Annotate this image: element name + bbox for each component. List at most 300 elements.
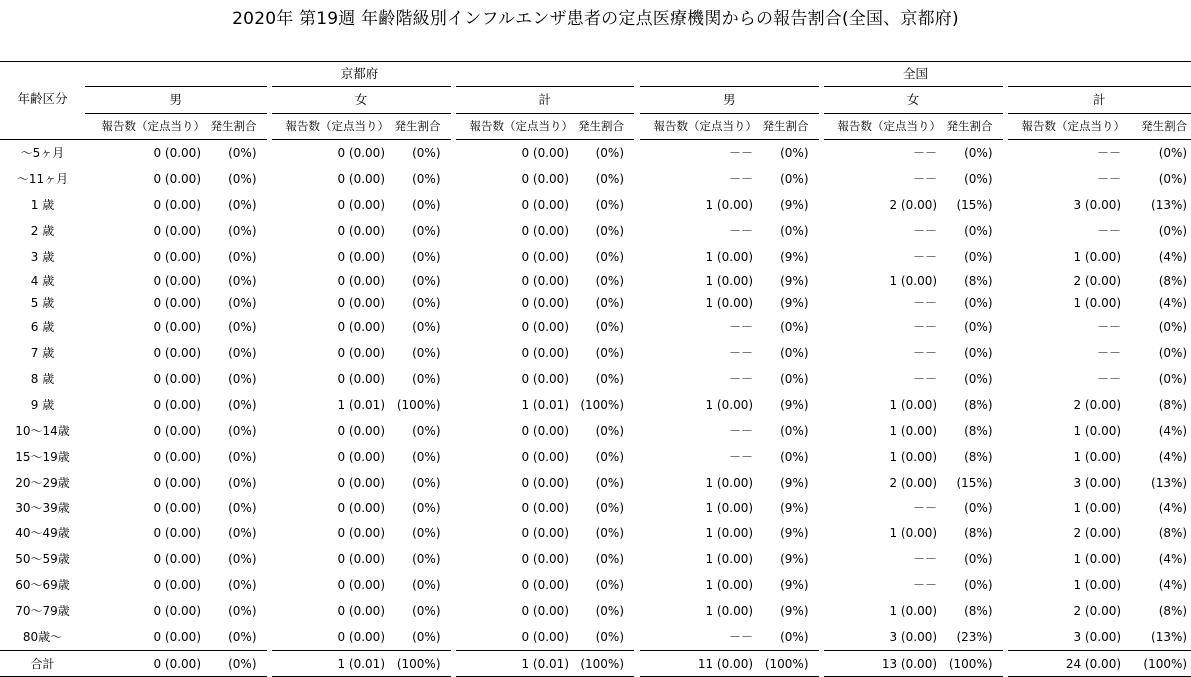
kyoto-count-cell: 0 (0.00) bbox=[453, 366, 577, 392]
kyoto-count-cell: 0 (0.00) bbox=[269, 444, 393, 470]
kyoto-ratio-cell: (0%) bbox=[228, 424, 257, 438]
national-count-cell: 11 (0.00) bbox=[637, 651, 761, 677]
national-count-cell: 1 (0.00) bbox=[821, 598, 945, 624]
kyoto-ratio-cell: (0%) bbox=[595, 224, 625, 238]
kyoto-ratio-cell: (0%) bbox=[412, 172, 441, 186]
national-female-header: 女 bbox=[821, 87, 1005, 114]
kyoto-ratio-cell: (0%) bbox=[412, 320, 441, 334]
national-ratio-cell: (8%) bbox=[1158, 526, 1188, 540]
sub-header-ratio: 発生割合 bbox=[945, 114, 1005, 140]
kyoto-count-cell: 0 (0.00) bbox=[453, 244, 577, 270]
national-count-cell: －－ bbox=[637, 166, 761, 192]
kyoto-ratio-cell: (0%) bbox=[412, 250, 441, 264]
kyoto-ratio-cell: (0%) bbox=[595, 250, 625, 264]
region-kyoto-header: 京都府 bbox=[85, 62, 637, 87]
national-count-cell: －－ bbox=[821, 218, 945, 244]
kyoto-count-cell: 0 (0.00) bbox=[453, 546, 577, 572]
kyoto-count-cell: 0 (0.00) bbox=[153, 346, 201, 360]
national-count-cell: 3 (0.00) bbox=[1005, 470, 1129, 496]
national-count-cell: 1 (0.00) bbox=[1005, 546, 1129, 572]
national-ratio-cell: (8%) bbox=[964, 526, 993, 540]
national-ratio-cell: (0%) bbox=[964, 146, 993, 160]
kyoto-count-cell: 0 (0.00) bbox=[153, 552, 201, 566]
kyoto-ratio-cell: (0%) bbox=[228, 578, 257, 592]
national-ratio-cell: (0%) bbox=[780, 146, 809, 160]
kyoto-ratio-cell: (0%) bbox=[412, 146, 441, 160]
national-ratio-cell: (8%) bbox=[964, 450, 993, 464]
kyoto-count-cell: 0 (0.00) bbox=[153, 604, 201, 618]
kyoto-count-cell: 0 (0.00) bbox=[269, 314, 393, 340]
kyoto-ratio-cell: (0%) bbox=[595, 198, 625, 212]
national-ratio-cell: (8%) bbox=[964, 424, 993, 438]
kyoto-count-cell: 0 (0.00) bbox=[453, 624, 577, 651]
national-ratio-cell: (0%) bbox=[964, 501, 993, 515]
national-ratio-cell: (0%) bbox=[780, 346, 809, 360]
national-count-cell: 2 (0.00) bbox=[1005, 270, 1129, 292]
kyoto-total-header: 計 bbox=[453, 87, 637, 114]
kyoto-ratio-cell: (0%) bbox=[228, 296, 257, 310]
age-group-label: 60～69歳 bbox=[15, 578, 70, 592]
kyoto-ratio-cell: (0%) bbox=[595, 552, 625, 566]
national-ratio-cell: (13%) bbox=[1151, 198, 1188, 212]
kyoto-ratio-cell: (0%) bbox=[228, 526, 257, 540]
page-title: 2020年 第19週 年齢階級別インフルエンザ患者の定点医療機関からの報告割合(全国、京都府) bbox=[232, 9, 959, 29]
table-row bbox=[0, 418, 1191, 444]
kyoto-ratio-cell: (0%) bbox=[595, 501, 625, 515]
kyoto-count-cell: 0 (0.00) bbox=[85, 651, 209, 677]
table-row bbox=[0, 140, 1191, 167]
table-row bbox=[0, 598, 1191, 624]
national-count-cell: －－ bbox=[1005, 140, 1129, 167]
national-ratio-cell: (0%) bbox=[780, 450, 809, 464]
kyoto-count-cell: 0 (0.00) bbox=[269, 340, 393, 366]
table-row bbox=[0, 366, 1191, 392]
national-ratio-cell: (4%) bbox=[1158, 501, 1188, 515]
kyoto-ratio-cell: (0%) bbox=[595, 172, 625, 186]
national-count-cell: 1 (0.00) bbox=[637, 572, 761, 598]
national-count-cell: －－ bbox=[1005, 314, 1129, 340]
national-count-cell: 1 (0.00) bbox=[1005, 572, 1129, 598]
kyoto-ratio-cell: (0%) bbox=[209, 651, 269, 677]
kyoto-count-cell: 0 (0.00) bbox=[269, 418, 393, 444]
national-count-cell: －－ bbox=[821, 546, 945, 572]
kyoto-ratio-cell: (0%) bbox=[412, 630, 441, 644]
kyoto-count-cell: 0 (0.00) bbox=[153, 526, 201, 540]
national-count-cell: 1 (0.00) bbox=[637, 192, 761, 218]
national-ratio-cell: (13%) bbox=[1151, 476, 1188, 490]
kyoto-ratio-cell: (0%) bbox=[228, 450, 257, 464]
national-ratio-cell: (9%) bbox=[780, 501, 809, 515]
age-sub-header-blank bbox=[0, 114, 85, 140]
kyoto-count-cell: 1 (0.01) bbox=[453, 651, 577, 677]
kyoto-count-cell: 0 (0.00) bbox=[453, 572, 577, 598]
national-ratio-cell: (9%) bbox=[780, 250, 809, 264]
kyoto-count-cell: 0 (0.00) bbox=[269, 366, 393, 392]
table-row bbox=[0, 192, 1191, 218]
table-row bbox=[0, 314, 1191, 340]
table-row bbox=[0, 546, 1191, 572]
kyoto-ratio-cell: (0%) bbox=[228, 398, 257, 412]
sub-header-count: 報告数（定点当り） bbox=[453, 114, 577, 140]
sub-header-ratio: 発生割合 bbox=[393, 114, 453, 140]
national-count-cell: －－ bbox=[1005, 166, 1129, 192]
kyoto-count-cell: 0 (0.00) bbox=[453, 270, 577, 292]
national-ratio-cell: (8%) bbox=[1158, 274, 1188, 288]
kyoto-ratio-cell: (0%) bbox=[228, 604, 257, 618]
kyoto-count-cell: 0 (0.00) bbox=[453, 166, 577, 192]
national-count-cell: －－ bbox=[637, 418, 761, 444]
table-row bbox=[0, 470, 1191, 496]
national-ratio-cell: (8%) bbox=[964, 274, 993, 288]
national-count-cell: 2 (0.00) bbox=[1005, 598, 1129, 624]
kyoto-ratio-cell: (0%) bbox=[595, 450, 625, 464]
age-group-label: 20～29歳 bbox=[15, 476, 70, 490]
kyoto-ratio-cell: (0%) bbox=[412, 604, 441, 618]
sub-header-count: 報告数（定点当り） bbox=[1005, 114, 1129, 140]
kyoto-count-cell: 0 (0.00) bbox=[453, 418, 577, 444]
kyoto-count-cell: 0 (0.00) bbox=[269, 520, 393, 546]
age-group-label: 40～49歳 bbox=[15, 526, 70, 540]
kyoto-count-cell: 0 (0.00) bbox=[153, 476, 201, 490]
kyoto-count-cell: 0 (0.00) bbox=[153, 296, 201, 310]
kyoto-count-cell: 0 (0.00) bbox=[153, 578, 201, 592]
national-ratio-cell: (0%) bbox=[964, 224, 993, 238]
kyoto-count-cell: 1 (0.01) bbox=[453, 392, 577, 418]
national-ratio-cell: (9%) bbox=[780, 578, 809, 592]
national-ratio-cell: (8%) bbox=[964, 398, 993, 412]
national-ratio-cell: (9%) bbox=[780, 398, 809, 412]
sub-header-count: 報告数（定点当り） bbox=[85, 114, 209, 140]
national-ratio-cell: (0%) bbox=[964, 578, 993, 592]
age-group-label: 80歳～ bbox=[22, 630, 63, 644]
national-ratio-cell: (0%) bbox=[1158, 146, 1188, 160]
national-count-cell: 1 (0.00) bbox=[821, 392, 945, 418]
national-ratio-cell: (0%) bbox=[964, 320, 993, 334]
national-count-cell: 1 (0.00) bbox=[821, 270, 945, 292]
kyoto-count-cell: 0 (0.00) bbox=[153, 146, 201, 160]
national-count-cell: 1 (0.00) bbox=[637, 470, 761, 496]
age-group-label: 1 歳 bbox=[30, 198, 55, 212]
national-count-cell: －－ bbox=[1005, 218, 1129, 244]
national-count-cell: －－ bbox=[637, 366, 761, 392]
national-count-cell: －－ bbox=[821, 244, 945, 270]
kyoto-count-cell: 0 (0.00) bbox=[153, 320, 201, 334]
national-count-cell: 1 (0.00) bbox=[1005, 444, 1129, 470]
kyoto-count-cell: 0 (0.00) bbox=[153, 398, 201, 412]
kyoto-ratio-cell: (0%) bbox=[595, 296, 625, 310]
national-count-cell: －－ bbox=[637, 314, 761, 340]
age-group-label: 70～79歳 bbox=[15, 604, 70, 618]
kyoto-ratio-cell: (0%) bbox=[412, 296, 441, 310]
national-count-cell: －－ bbox=[1005, 340, 1129, 366]
table-row bbox=[0, 244, 1191, 270]
table-row bbox=[0, 292, 1191, 314]
age-group-label: 3 歳 bbox=[30, 250, 55, 264]
kyoto-ratio-cell: (100%) bbox=[393, 651, 453, 677]
national-ratio-cell: (0%) bbox=[964, 296, 993, 310]
kyoto-ratio-cell: (0%) bbox=[412, 476, 441, 490]
kyoto-count-cell: 0 (0.00) bbox=[269, 470, 393, 496]
kyoto-ratio-cell: (0%) bbox=[595, 424, 625, 438]
kyoto-ratio-cell: (0%) bbox=[412, 526, 441, 540]
age-group-label: 4 歳 bbox=[30, 274, 55, 288]
national-ratio-cell: (4%) bbox=[1158, 424, 1188, 438]
kyoto-ratio-cell: (0%) bbox=[228, 372, 257, 386]
kyoto-count-cell: 0 (0.00) bbox=[453, 218, 577, 244]
kyoto-ratio-cell: (0%) bbox=[595, 630, 625, 644]
national-ratio-cell: (8%) bbox=[1158, 604, 1188, 618]
table-row bbox=[0, 520, 1191, 546]
table-row bbox=[0, 496, 1191, 520]
sub-header-count: 報告数（定点当り） bbox=[269, 114, 393, 140]
national-count-cell: －－ bbox=[821, 314, 945, 340]
age-group-label: 50～59歳 bbox=[15, 552, 70, 566]
national-count-cell: 3 (0.00) bbox=[821, 624, 945, 651]
national-ratio-cell: (0%) bbox=[964, 346, 993, 360]
national-ratio-cell: (0%) bbox=[780, 630, 809, 644]
kyoto-count-cell: 0 (0.00) bbox=[269, 598, 393, 624]
kyoto-ratio-cell: (0%) bbox=[412, 346, 441, 360]
table-row bbox=[0, 270, 1191, 292]
national-ratio-cell: (9%) bbox=[780, 552, 809, 566]
national-ratio-cell: (0%) bbox=[964, 372, 993, 386]
national-ratio-cell: (0%) bbox=[1158, 372, 1188, 386]
national-ratio-cell: (100%) bbox=[761, 651, 821, 677]
national-ratio-cell: (0%) bbox=[780, 320, 809, 334]
kyoto-ratio-cell: (0%) bbox=[412, 578, 441, 592]
national-ratio-cell: (0%) bbox=[964, 172, 993, 186]
kyoto-count-cell: 0 (0.00) bbox=[153, 424, 201, 438]
kyoto-count-cell: 0 (0.00) bbox=[453, 314, 577, 340]
table-row bbox=[0, 572, 1191, 598]
kyoto-count-cell: 0 (0.00) bbox=[153, 172, 201, 186]
kyoto-ratio-cell: (0%) bbox=[595, 604, 625, 618]
kyoto-count-cell: 0 (0.00) bbox=[269, 244, 393, 270]
age-group-label: ～5ヶ月 bbox=[20, 146, 65, 160]
national-ratio-cell: (0%) bbox=[780, 372, 809, 386]
national-count-cell: －－ bbox=[821, 140, 945, 167]
age-group-label: 5 歳 bbox=[30, 296, 55, 310]
national-ratio-cell: (15%) bbox=[956, 476, 993, 490]
age-group-label: 30～39歳 bbox=[15, 501, 70, 515]
kyoto-ratio-cell: (0%) bbox=[595, 346, 625, 360]
national-count-cell: －－ bbox=[821, 292, 945, 314]
kyoto-ratio-cell: (100%) bbox=[577, 651, 637, 677]
national-ratio-cell: (4%) bbox=[1158, 552, 1188, 566]
national-count-cell: 1 (0.00) bbox=[1005, 292, 1129, 314]
table-row bbox=[0, 218, 1191, 244]
national-ratio-cell: (8%) bbox=[964, 604, 993, 618]
national-count-cell: 1 (0.00) bbox=[1005, 496, 1129, 520]
kyoto-count-cell: 0 (0.00) bbox=[453, 598, 577, 624]
national-ratio-cell: (0%) bbox=[1158, 320, 1188, 334]
kyoto-count-cell: 0 (0.00) bbox=[269, 270, 393, 292]
national-count-cell: －－ bbox=[637, 140, 761, 167]
kyoto-ratio-cell: (0%) bbox=[595, 320, 625, 334]
national-count-cell: 1 (0.00) bbox=[637, 598, 761, 624]
national-count-cell: 1 (0.00) bbox=[1005, 418, 1129, 444]
kyoto-count-cell: 0 (0.00) bbox=[269, 166, 393, 192]
region-national-header: 全国 bbox=[637, 62, 1191, 87]
national-ratio-cell: (100%) bbox=[1129, 651, 1191, 677]
national-total-header: 計 bbox=[1005, 87, 1191, 114]
age-group-label: 15～19歳 bbox=[15, 450, 70, 464]
kyoto-ratio-cell: (0%) bbox=[228, 552, 257, 566]
table-row bbox=[0, 624, 1191, 651]
kyoto-count-cell: 0 (0.00) bbox=[153, 450, 201, 464]
kyoto-ratio-cell: (0%) bbox=[412, 274, 441, 288]
kyoto-ratio-cell: (0%) bbox=[595, 146, 625, 160]
age-group-label: 2 歳 bbox=[30, 224, 55, 238]
age-column-header: 年齢区分 bbox=[17, 91, 68, 106]
national-ratio-cell: (9%) bbox=[780, 274, 809, 288]
table-row bbox=[0, 392, 1191, 418]
national-count-cell: 1 (0.00) bbox=[637, 244, 761, 270]
national-ratio-cell: (0%) bbox=[780, 224, 809, 238]
kyoto-male-header: 男 bbox=[85, 87, 269, 114]
influenza-table bbox=[0, 62, 1191, 677]
national-count-cell: 2 (0.00) bbox=[821, 470, 945, 496]
kyoto-count-cell: 0 (0.00) bbox=[269, 624, 393, 651]
kyoto-ratio-cell: (0%) bbox=[412, 372, 441, 386]
national-count-cell: 2 (0.00) bbox=[1005, 392, 1129, 418]
national-count-cell: 1 (0.00) bbox=[637, 292, 761, 314]
kyoto-count-cell: 0 (0.00) bbox=[269, 218, 393, 244]
national-ratio-cell: (4%) bbox=[1158, 296, 1188, 310]
sub-header-count: 報告数（定点当り） bbox=[637, 114, 761, 140]
national-ratio-cell: (23%) bbox=[956, 630, 993, 644]
kyoto-ratio-cell: (0%) bbox=[595, 274, 625, 288]
kyoto-ratio-cell: (0%) bbox=[412, 552, 441, 566]
age-group-label: 10～14歳 bbox=[15, 424, 70, 438]
national-count-cell: 3 (0.00) bbox=[1005, 192, 1129, 218]
kyoto-ratio-cell: (0%) bbox=[228, 476, 257, 490]
kyoto-count-cell: 0 (0.00) bbox=[269, 546, 393, 572]
national-count-cell: 24 (0.00) bbox=[1005, 651, 1129, 677]
kyoto-count-cell: 0 (0.00) bbox=[153, 250, 201, 264]
age-group-label: 6 歳 bbox=[30, 320, 55, 334]
national-ratio-cell: (9%) bbox=[780, 476, 809, 490]
kyoto-count-cell: 0 (0.00) bbox=[269, 572, 393, 598]
table-row bbox=[0, 340, 1191, 366]
kyoto-ratio-cell: (0%) bbox=[595, 476, 625, 490]
kyoto-count-cell: 0 (0.00) bbox=[153, 198, 201, 212]
age-group-label: 9 歳 bbox=[30, 398, 55, 412]
national-count-cell: 1 (0.00) bbox=[637, 270, 761, 292]
age-group-label: ～11ヶ月 bbox=[16, 172, 69, 186]
national-ratio-cell: (0%) bbox=[964, 552, 993, 566]
kyoto-count-cell: 1 (0.01) bbox=[269, 392, 393, 418]
kyoto-count-cell: 0 (0.00) bbox=[153, 274, 201, 288]
table-row bbox=[0, 166, 1191, 192]
national-count-cell: －－ bbox=[821, 166, 945, 192]
kyoto-count-cell: 0 (0.00) bbox=[453, 444, 577, 470]
national-ratio-cell: (0%) bbox=[1158, 224, 1188, 238]
kyoto-ratio-cell: (0%) bbox=[595, 372, 625, 386]
national-ratio-cell: (0%) bbox=[780, 172, 809, 186]
kyoto-count-cell: 0 (0.00) bbox=[269, 140, 393, 167]
national-count-cell: 1 (0.00) bbox=[637, 546, 761, 572]
kyoto-count-cell: 0 (0.00) bbox=[453, 470, 577, 496]
sub-header-ratio: 発生割合 bbox=[1129, 114, 1191, 140]
kyoto-count-cell: 1 (0.01) bbox=[269, 651, 393, 677]
kyoto-count-cell: 0 (0.00) bbox=[453, 520, 577, 546]
kyoto-count-cell: 0 (0.00) bbox=[453, 496, 577, 520]
sub-header-count: 報告数（定点当り） bbox=[821, 114, 945, 140]
total-row bbox=[0, 651, 1191, 677]
national-count-cell: －－ bbox=[637, 624, 761, 651]
kyoto-count-cell: 0 (0.00) bbox=[453, 140, 577, 167]
kyoto-count-cell: 0 (0.00) bbox=[453, 340, 577, 366]
national-count-cell: 1 (0.00) bbox=[821, 418, 945, 444]
kyoto-count-cell: 0 (0.00) bbox=[153, 224, 201, 238]
kyoto-ratio-cell: (0%) bbox=[412, 424, 441, 438]
national-ratio-cell: (9%) bbox=[780, 198, 809, 212]
kyoto-ratio-cell: (0%) bbox=[595, 526, 625, 540]
age-group-label: 8 歳 bbox=[30, 372, 55, 386]
national-ratio-cell: (4%) bbox=[1158, 450, 1188, 464]
kyoto-ratio-cell: (100%) bbox=[580, 398, 625, 412]
national-count-cell: －－ bbox=[821, 572, 945, 598]
national-count-cell: －－ bbox=[1005, 366, 1129, 392]
kyoto-count-cell: 0 (0.00) bbox=[153, 372, 201, 386]
sub-header-ratio: 発生割合 bbox=[209, 114, 269, 140]
kyoto-ratio-cell: (0%) bbox=[595, 578, 625, 592]
national-count-cell: 1 (0.00) bbox=[821, 520, 945, 546]
national-ratio-cell: (9%) bbox=[780, 604, 809, 618]
national-count-cell: 2 (0.00) bbox=[1005, 520, 1129, 546]
national-ratio-cell: (100%) bbox=[945, 651, 1005, 677]
kyoto-count-cell: 0 (0.00) bbox=[269, 496, 393, 520]
national-ratio-cell: (0%) bbox=[1158, 172, 1188, 186]
national-count-cell: 1 (0.00) bbox=[1005, 244, 1129, 270]
kyoto-ratio-cell: (0%) bbox=[228, 320, 257, 334]
national-ratio-cell: (8%) bbox=[1158, 398, 1188, 412]
national-count-cell: －－ bbox=[821, 496, 945, 520]
national-ratio-cell: (0%) bbox=[780, 424, 809, 438]
national-count-cell: 1 (0.00) bbox=[637, 520, 761, 546]
kyoto-ratio-cell: (0%) bbox=[228, 198, 257, 212]
national-count-cell: －－ bbox=[637, 340, 761, 366]
kyoto-female-header: 女 bbox=[269, 87, 453, 114]
kyoto-ratio-cell: (0%) bbox=[228, 274, 257, 288]
sub-header-ratio: 発生割合 bbox=[577, 114, 637, 140]
kyoto-ratio-cell: (100%) bbox=[396, 398, 441, 412]
national-count-cell: 3 (0.00) bbox=[1005, 624, 1129, 651]
national-ratio-cell: (0%) bbox=[964, 250, 993, 264]
national-ratio-cell: (13%) bbox=[1151, 630, 1188, 644]
national-count-cell: －－ bbox=[637, 444, 761, 470]
national-ratio-cell: (4%) bbox=[1158, 250, 1188, 264]
kyoto-count-cell: 0 (0.00) bbox=[269, 192, 393, 218]
kyoto-ratio-cell: (0%) bbox=[412, 224, 441, 238]
kyoto-ratio-cell: (0%) bbox=[228, 172, 257, 186]
national-ratio-cell: (9%) bbox=[780, 296, 809, 310]
national-count-cell: －－ bbox=[637, 218, 761, 244]
national-ratio-cell: (4%) bbox=[1158, 578, 1188, 592]
national-male-header: 男 bbox=[637, 87, 821, 114]
national-ratio-cell: (0%) bbox=[1158, 346, 1188, 360]
kyoto-ratio-cell: (0%) bbox=[228, 146, 257, 160]
national-count-cell: 1 (0.00) bbox=[821, 444, 945, 470]
national-count-cell: －－ bbox=[821, 366, 945, 392]
national-ratio-cell: (9%) bbox=[780, 526, 809, 540]
kyoto-count-cell: 0 (0.00) bbox=[153, 501, 201, 515]
sub-header-row bbox=[0, 114, 1191, 140]
age-group-label: 7 歳 bbox=[30, 346, 55, 360]
kyoto-count-cell: 0 (0.00) bbox=[153, 630, 201, 644]
kyoto-count-cell: 0 (0.00) bbox=[269, 292, 393, 314]
